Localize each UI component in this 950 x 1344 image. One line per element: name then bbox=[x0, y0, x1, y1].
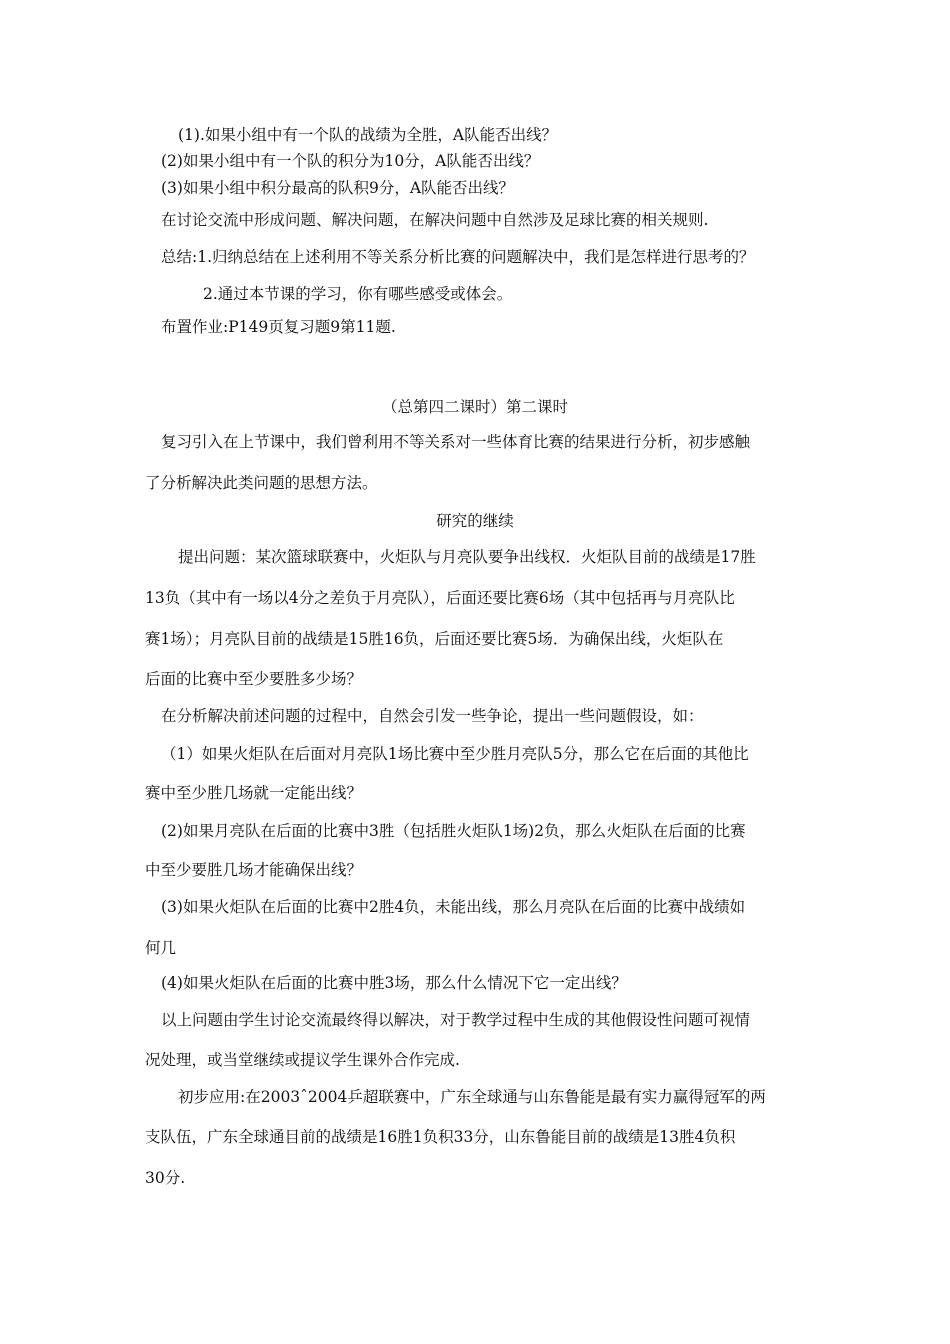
hypothesis-1-line-2: 赛中至少胜几场就一定能出线？ bbox=[145, 784, 363, 802]
intro-paragraph-line-2: 了分析解决此类问题的思想方法。 bbox=[145, 474, 378, 492]
hypothesis-4: (4)如果火炬队在后面的比赛中胜3场，那么什么情况下它一定出线？ bbox=[161, 974, 627, 992]
question-3: (3)如果小组中积分最高的队积9分，A队能否出线？ bbox=[161, 179, 515, 197]
resolution-line-1: 以上问题由学生讨论交流最终得以解决，对于教学过程中生成的其他假设性问题可视情 bbox=[161, 1011, 751, 1029]
hypothesis-2-line-1: (2)如果月亮队在后面的比赛中3胜（包括胜火炬队1场)2负，那么火炬队在后面的比赛 bbox=[161, 822, 746, 840]
lesson-title: （总第四二课时）第二课时 bbox=[381, 398, 568, 416]
application-line-2: 支队伍，广东全球通目前的战绩是16胜1负积33分，山东鲁能目前的战绩是13胜4负积 bbox=[145, 1128, 736, 1146]
summary-point-2: 2.通过本节课的学习，你有哪些感受或体会。 bbox=[203, 285, 513, 303]
hypothesis-2-line-2: 中至少要胜几场才能确保出线？ bbox=[145, 861, 363, 879]
question-2: (2)如果小组中有一个队的积分为10分，A队能否出线？ bbox=[161, 152, 540, 170]
question-1: (1).如果小组中有一个队的战绩为全胜，A队能否出线？ bbox=[178, 126, 558, 144]
summary-point-1: 总结:1.归纳总结在上述利用不等关系分析比赛的问题解决中，我们是怎样进行思考的？ bbox=[161, 248, 755, 266]
application-line-1: 初步应用:在2003ˆ2004乒超联赛中，广东全球通与山东鲁能是最有实力赢得冠军的两 bbox=[178, 1088, 766, 1106]
hypothesis-3-line-2: 何几 bbox=[145, 939, 177, 957]
resolution-line-2: 况处理，或当堂继续或提议学生课外合作完成. bbox=[145, 1051, 460, 1069]
problem-line-2: 13负（其中有一场以4分之差负于月亮队），后面还要比赛6场（其中包括再与月亮队比 bbox=[145, 589, 735, 607]
discussion-paragraph: 在讨论交流中形成问题、解决问题，在解决问题中自然涉及足球比赛的相关规则. bbox=[161, 211, 709, 229]
problem-line-3: 赛1场）；月亮队目前的战绩是15胜16负，后面还要比赛5场．为确保出线，火炬队在 bbox=[145, 630, 724, 648]
problem-line-4: 后面的比赛中至少要胜多少场？ bbox=[145, 670, 363, 688]
homework-assignment: 布置作业:P149页复习题9第11题. bbox=[161, 318, 396, 336]
section-subheading: 研究的继续 bbox=[436, 512, 514, 530]
problem-line-1: 提出问题：某次篮球联赛中，火炬队与月亮队要争出线权．火炬队目前的战绩是17胜 bbox=[178, 548, 756, 566]
application-line-3: 30分. bbox=[145, 1169, 186, 1187]
analysis-intro: 在分析解决前述问题的过程中，自然会引发一些争论，提出一些问题假设，如： bbox=[161, 707, 704, 725]
intro-paragraph-line-1: 复习引入在上节课中，我们曾利用不等关系对一些体育比赛的结果进行分析，初步感触 bbox=[161, 433, 751, 451]
hypothesis-3-line-1: (3)如果火炬队在后面的比赛中2胜4负，未能出线，那么月亮队在后面的比赛中战绩如 bbox=[161, 898, 746, 916]
hypothesis-1-line-1: （1）如果火炬队在后面对月亮队1场比赛中至少胜月亮队5分，那么它在后面的其他比 bbox=[161, 745, 749, 763]
